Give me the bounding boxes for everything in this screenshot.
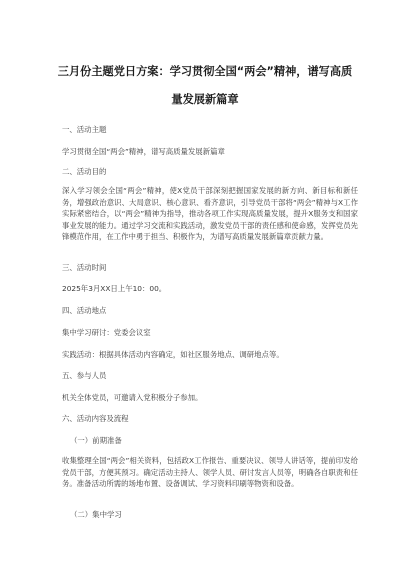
section-6-sub-1-body: 收集整理全国“两会”相关资料，包括政X工作报告、重要决议、领导人讲话等，提前印发给党员干部，方便其预习。确定活动主持人、领学人员、研讨发言人员等，明确各自职责和任务。准备活动所需的场地布置、设备调试、学习资料印刷等物资和设备。 (62, 456, 358, 488)
section-4-heading: 四、活动地点 (62, 306, 107, 315)
section-6-heading: 六、活动内容及流程 (62, 414, 129, 423)
section-5-body: 机关全体党员，可邀请入党积极分子参加。 (62, 393, 203, 402)
section-1-heading: 一、活动主题 (62, 125, 107, 134)
section-2-body: 深入学习领会全国“两会”精神，使X党员干部深刻把握国家发展的新方向、新目标和新任务，增强政治意识、大局意识、核心意识、看齐意识，引导党员干部将“两会”精神与X工作实际紧密结合，以“两会”精神为指导，推动各项工作实现高质量发展，提升X服务支和国家事业发展的能力。通过学习交流和实践活动，激发党员干部的责任感和使命感，发挥党员先锋模范作用，在工作中勇于担当、积极作为，为谱写高质量发展新篇章贡献力量。 (62, 186, 358, 241)
section-4-line-2: 实践活动：根据具体活动内容确定，如社区服务地点、调研地点等。 (62, 350, 284, 359)
section-6-subheading-1: （一）前期准备 (70, 436, 122, 445)
section-3-body: 2025年3月XX日上午10：00。 (62, 284, 167, 293)
section-4-line-1: 集中学习研讨：党委会议室 (62, 328, 151, 337)
title-line-2: 量发展新篇章 (171, 93, 239, 106)
document-title (50, 58, 360, 114)
section-3-heading: 三、活动时间 (62, 263, 107, 272)
title-line-1: 三月份主题党日方案：学习贯彻全国“两会”精神，谱写高质 (57, 65, 353, 78)
section-1-body: 学习贯彻全国“两会”精神，谱写高质量发展新篇章 (62, 147, 225, 156)
section-2-heading: 二、活动目的 (62, 167, 107, 176)
section-5-heading: 五、参与人员 (62, 371, 107, 380)
section-6-subheading-2: （二）集中学习 (70, 510, 122, 519)
